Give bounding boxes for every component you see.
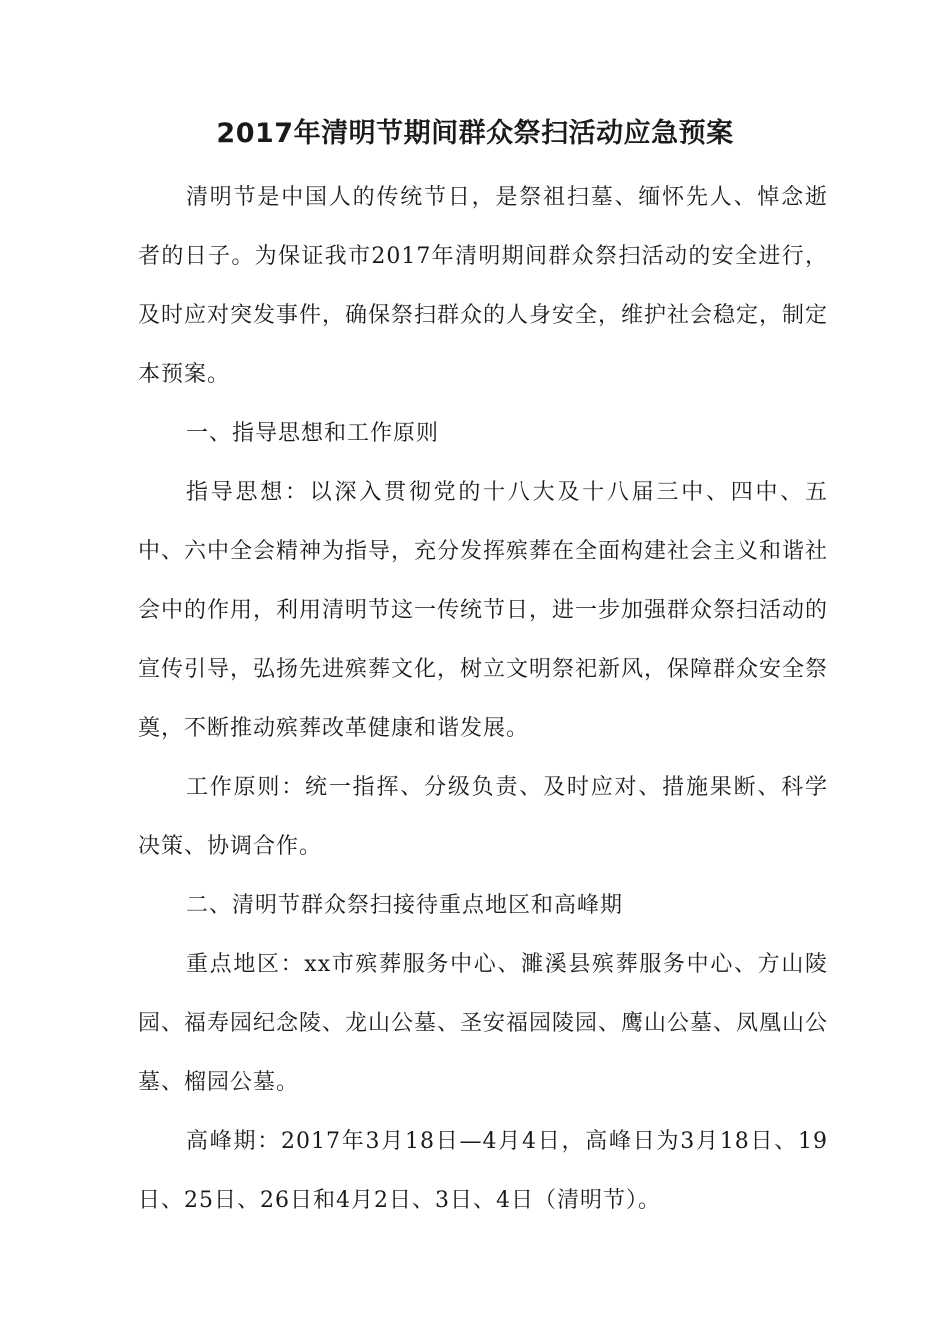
paragraph-guiding-ideology: 指导思想：以深入贯彻党的十八大及十八届三中、四中、五中、六中全会精神为指导，充分发挥殡葬在全面构建社会主义和谐社会中的作用，利用清明节这一传统节日，进一步加强群众祭扫活动的宣传引导，弘扬先进殡葬文化，树立文明祭祀新风，保障群众安全祭奠，不断推动殡葬改革健康和谐发展。 <box>138 480 829 741</box>
document-body <box>138 168 828 1230</box>
paragraph-work-principles: 工作原则：统一指挥、分级负责、及时应对、措施果断、科学决策、协调合作。 <box>138 775 828 859</box>
document-title: 2017年清明节期间群众祭扫活动应急预案 <box>216 118 734 149</box>
paragraph-peak-period: 高峰期：2017年3月18日—4月4日，高峰日为3月18日、19日、25日、26日和4月2日、3日、4日（清明节）。 <box>138 1129 828 1213</box>
section-heading-2: 二、清明节群众祭扫接待重点地区和高峰期 <box>186 893 624 918</box>
paragraph-intro: 清明节是中国人的传统节日，是祭祖扫墓、缅怀先人、悼念逝者的日子。为保证我市2017年清明期间群众祭扫活动的安全进行，及时应对突发事件，确保祭扫群众的人身安全，维护社会稳定，制定本预案。 <box>138 185 829 387</box>
paragraph-key-areas: 重点地区：xx市殡葬服务中心、濉溪县殡葬服务中心、方山陵园、福寿园纪念陵、龙山公墓、圣安福园陵园、鹰山公墓、凤凰山公墓、榴园公墓。 <box>138 952 829 1095</box>
section-heading-1: 一、指导思想和工作原则 <box>186 421 440 446</box>
